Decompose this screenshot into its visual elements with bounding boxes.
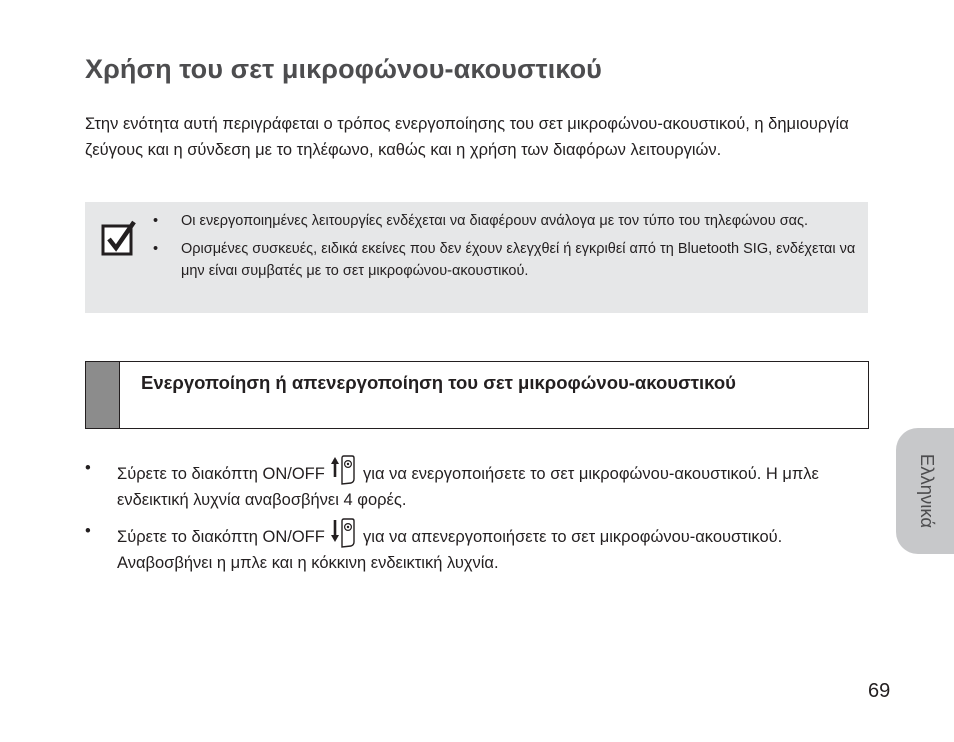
page-number: 69 — [868, 680, 891, 702]
page-title: Χρήση του σετ μικροφώνου-ακουστικού — [85, 54, 602, 84]
list-item — [85, 518, 865, 576]
language-tab-label: Ελληνικά — [917, 453, 938, 529]
section-header — [85, 361, 869, 429]
note-item-text: Ορισμένες συσκευές, ειδικά εκείνες που δεν έχουν ελεγχθεί ή εγκριθεί από τη Bluetooth SIG, ενδέχεται να μην είναι συμβατές με το σετ μικροφώνου-ακουστικού. — [181, 241, 856, 279]
step-text-before: Σύρετε το διακόπτη ON/OFF — [117, 465, 325, 483]
checkbox-check-icon — [101, 220, 137, 256]
steps-list — [85, 455, 865, 581]
list-item — [85, 455, 865, 513]
bullet: • — [153, 213, 159, 229]
switch-up-icon — [331, 455, 355, 485]
section-title: Ενεργοποίηση ή απενεργοποίηση του σετ μικροφώνου-ακουστικού — [141, 372, 736, 393]
step-text-after: για να ενεργοποιήσετε το σετ μικροφώνου-ακουστικού. Η μπλε ενδεικτική λυχνία αναβοσβήνει 4 φορές. — [117, 465, 819, 509]
note-list — [153, 210, 863, 288]
note-item — [153, 210, 863, 232]
bullet: • — [85, 522, 91, 540]
step-text-after: για να απενεργοποιήσετε το σετ μικροφώνου-ακουστικού. Αναβοσβήνει η μπλε και η κόκκινη ενδεικτική λυχνία. — [117, 528, 783, 572]
note-box — [85, 202, 868, 313]
note-item — [153, 238, 863, 282]
note-item-text: Οι ενεργοποιημένες λειτουργίες ενδέχεται να διαφέρουν ανάλογα με τον τύπο του τηλεφώνου σας. — [181, 213, 809, 229]
bullet: • — [153, 241, 159, 257]
intro-paragraph: Στην ενότητα αυτή περιγράφεται ο τρόπος ενεργοποίησης του σετ μικροφώνου-ακουστικού, η δημιουργία ζεύγους και η σύνδεση με το τηλέφωνο, καθώς και η χρήση των διαφόρων λειτουργιών. — [85, 115, 849, 159]
bullet: • — [85, 459, 91, 477]
step-text-before: Σύρετε το διακόπτη ON/OFF — [117, 528, 325, 546]
language-tab — [896, 428, 954, 554]
section-bar — [86, 362, 120, 428]
switch-down-icon — [331, 518, 355, 548]
